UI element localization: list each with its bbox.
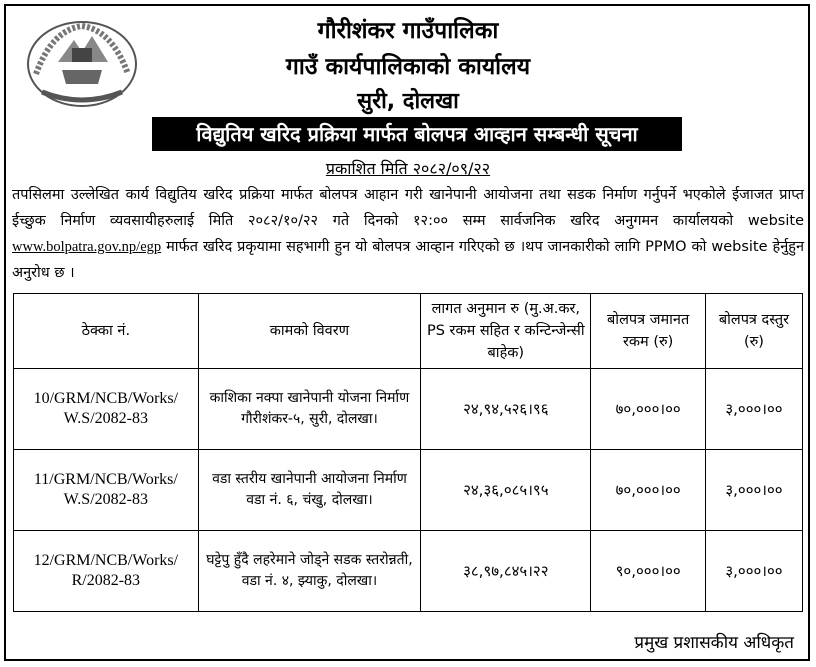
header-bid-fee: बोलपत्र दस्तुर (रु) [705, 294, 802, 369]
bid-security: ७०,०००।०० [591, 450, 706, 531]
table-row [14, 369, 803, 450]
notice-title: विद्युतिय खरिद प्रक्रिया मार्फत बोलपत्र आव्हान सम्बन्धी सूचना [152, 117, 682, 151]
cost-estimate: २४,३६,०८५।९५ [421, 450, 591, 531]
table-row [14, 450, 803, 531]
office-name: गाउँ कार्यपालिकाको कार्यालय [285, 54, 531, 80]
cost-estimate: २४,९४,५२६।९६ [421, 369, 591, 450]
cost-estimate: ३८,९७,८४५।२२ [421, 531, 591, 612]
tender-table [13, 293, 803, 612]
table-row [14, 531, 803, 612]
work-description: काशिका नक्पा खानेपानी योजना निर्माण गौरीशंकर-५, सुरी, दोलखा। [198, 369, 421, 450]
table-header-row [14, 294, 803, 369]
header-description: कामको विवरण [198, 294, 421, 369]
header-cost-estimate: लागत अनुमान रु (मु.अ.कर, PS रकम सहित र कन्टिन्जेन्सी बाहेक) [421, 294, 591, 369]
signature-designation: प्रमुख प्रशासकीय अधिकृत [634, 633, 794, 653]
header-contract-no: ठेक्का नं. [14, 294, 199, 369]
bid-security: ७०,०००।०० [591, 369, 706, 450]
bid-fee: ३,०००।०० [705, 531, 802, 612]
contract-no: 10/GRM/NCB/Works/ W.S/2082-83 [14, 369, 199, 450]
bid-security: ९०,०००।०० [591, 531, 706, 612]
municipality-name: गौरीशंकर गाउँपालिका [317, 18, 499, 44]
office-location: सुरी, दोलखा [357, 89, 459, 114]
bid-fee: ३,०००।०० [705, 450, 802, 531]
work-description: वडा स्तरीय खानेपानी आयोजना निर्माण वडा नं. ६, चंखु, दोलखा। [198, 450, 421, 531]
contract-no: 11/GRM/NCB/Works/ W.S/2082-83 [14, 450, 199, 531]
work-description: घट्टेपु हुँदै लहरेमाने जोड्ने सडक स्तरोन्नती, वडा नं. ४, झ्याकु, दोलखा। [198, 531, 421, 612]
bid-fee: ३,०००।०० [705, 369, 802, 450]
contract-no: 12/GRM/NCB/Works/ R/2082-83 [14, 531, 199, 612]
header-bid-security: बोलपत्र जमानत रकम (रु) [591, 294, 706, 369]
bolpatra-link[interactable]: www.bolpatra.gov.np/egp [12, 239, 162, 255]
published-date: प्रकाशित मिति २०८२/०९/२२ [325, 159, 491, 178]
notice-paragraph: तपसिलमा उल्लेखित कार्य विद्युतिय खरिद प्रक्रिया मार्फत बोलपत्र आहान गरी खानेपानी आयोजना तथा सडक निर्माण गर्नुपर्ने भएकोले ईजाजत प्राप्त ईच्छुक निर्माण व्यवसायीहरुलाई मिति २०८२/१०/२२ गते दिनको १२:०० सम्म सार्वजनिक खरिद अनुगमन कार्यालयको website www.bolpatra.gov.np/egp मार्फत खरिद प्रकृयामा सहभागी हुन यो बोलपत्र आव्हान गरिएको छ ।थप जानकारीको लागि PPMO को website हेर्नुहुन अनुरोध छ । [12, 187, 804, 281]
